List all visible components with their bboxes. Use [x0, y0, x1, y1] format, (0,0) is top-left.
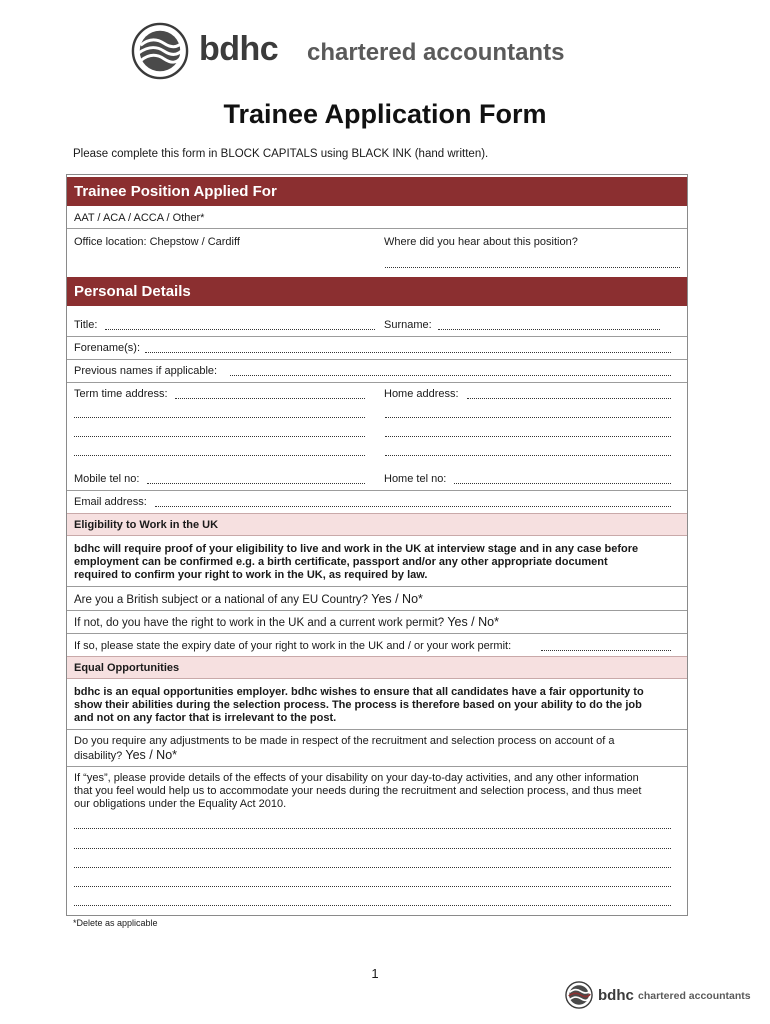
- divider: [67, 382, 687, 383]
- equal-q1-line2: [74, 748, 177, 762]
- section-personal-header: Personal Details: [67, 277, 687, 306]
- expiry-date-field[interactable]: [541, 650, 671, 651]
- forenames-field[interactable]: [145, 352, 671, 353]
- divider: [67, 336, 687, 337]
- term-address-line[interactable]: [74, 455, 365, 456]
- page-number: 1: [371, 966, 379, 981]
- forenames-label: Forename(s):: [74, 342, 141, 354]
- page-title: Trainee Application Form: [223, 99, 547, 129]
- eligibility-q2-answer[interactable]: Yes / No*: [447, 615, 499, 629]
- section-equal-header: Equal Opportunities: [67, 656, 687, 679]
- home-address-field[interactable]: [467, 398, 671, 399]
- title-field[interactable]: [105, 329, 375, 330]
- office-location[interactable]: Office location: Chepstow / Cardiff: [74, 236, 240, 248]
- mobile-label: Mobile tel no:: [74, 473, 140, 485]
- logo-tagline: chartered accountants: [307, 39, 565, 66]
- title-label: Title:: [74, 319, 98, 331]
- eligibility-statement: bdhc will require proof of your eligibility to live and work in the UK at interview stage and in any case before employment can be confirmed e.g. a birth certificate, passport and/or any other appropriate document required to confirm your right to work in the UK, as required by law.: [74, 543, 639, 581]
- divider: [67, 490, 687, 491]
- disability-details-line[interactable]: [74, 905, 671, 906]
- divider: [67, 610, 687, 611]
- divider: [67, 359, 687, 360]
- home-address-line[interactable]: [385, 436, 671, 437]
- qualification-options[interactable]: AAT / ACA / ACCA / Other*: [74, 212, 205, 224]
- term-address-line[interactable]: [74, 417, 365, 418]
- equal-q1-answer[interactable]: Yes / No*: [125, 748, 178, 762]
- eligibility-q3: If so, please state the expiry date of your right to work in the UK and / or your work permit:: [74, 640, 512, 652]
- logo-brand: bdhc: [199, 30, 279, 68]
- term-address-line[interactable]: [74, 436, 365, 437]
- eligibility-q1-text: Are you a British subject or a national of any EU Country?: [74, 594, 369, 606]
- heard-field[interactable]: [385, 267, 680, 268]
- home-tel-label: Home tel no:: [384, 473, 447, 485]
- equal-q1-line1: Do you require any adjustments to be made in respect of the recruitment and selection process on account of a: [74, 735, 615, 747]
- disability-details-line[interactable]: [74, 848, 671, 849]
- footnote: *Delete as applicable: [73, 918, 158, 928]
- footer-logo-tagline: chartered accountants: [638, 990, 751, 1002]
- eligibility-q2: [74, 615, 499, 629]
- home-address-line[interactable]: [385, 455, 671, 456]
- section-position-header: Trainee Position Applied For: [67, 177, 687, 206]
- term-address-label: Term time address:: [74, 388, 168, 400]
- section-eligibility-header: Eligibility to Work in the UK: [67, 513, 687, 536]
- previous-names-field[interactable]: [230, 375, 671, 376]
- divider: [67, 633, 687, 634]
- divider: [67, 729, 687, 730]
- disability-details-line[interactable]: [74, 867, 671, 868]
- footer-logo-brand: bdhc: [598, 987, 634, 1004]
- home-address-line[interactable]: [385, 417, 671, 418]
- equal-q1-text: disability?: [74, 750, 123, 762]
- footer-logo: [565, 981, 765, 1011]
- disability-details-line[interactable]: [74, 886, 671, 887]
- home-tel-field[interactable]: [454, 483, 671, 484]
- bdhc-logo-icon: [131, 22, 189, 80]
- surname-label: Surname:: [384, 319, 432, 331]
- email-label: Email address:: [74, 496, 147, 508]
- home-address-label: Home address:: [384, 388, 459, 400]
- eligibility-q1-answer[interactable]: Yes / No*: [371, 592, 423, 606]
- eligibility-q1: [74, 592, 423, 606]
- divider: [67, 586, 687, 587]
- mobile-field[interactable]: [147, 483, 365, 484]
- bdhc-footer-logo-icon: [565, 981, 593, 1009]
- disability-details-line[interactable]: [74, 828, 671, 829]
- surname-field[interactable]: [438, 329, 660, 330]
- email-field[interactable]: [155, 506, 671, 507]
- intro-text: Please complete this form in BLOCK CAPITALS using BLACK INK (hand written).: [73, 148, 489, 160]
- application-form: [66, 174, 688, 916]
- equal-q2: If “yes”, please provide details of the effects of your disability on your day-to-day activities, and any other information that you feel would help us to accommodate your needs during the recruitment and selection process, and thus meet our obligations under the Equality Act 2010.: [74, 772, 642, 810]
- equal-statement: bdhc is an equal opportunities employer. bdhc wishes to ensure that all candidates have a fair opportunity to show their abilities during the selection process. The process is therefore based on your ability to do the job and not on any factor that is irrelevant to the post.: [74, 686, 644, 724]
- heard-label: Where did you hear about this position?: [384, 236, 578, 248]
- term-address-field[interactable]: [175, 398, 365, 399]
- bdhc-logo: [131, 20, 631, 82]
- eligibility-q2-text: If not, do you have the right to work in the UK and a current work permit?: [74, 617, 445, 629]
- divider: [67, 766, 687, 767]
- divider: [67, 228, 687, 229]
- previous-names-label: Previous names if applicable:: [74, 365, 218, 377]
